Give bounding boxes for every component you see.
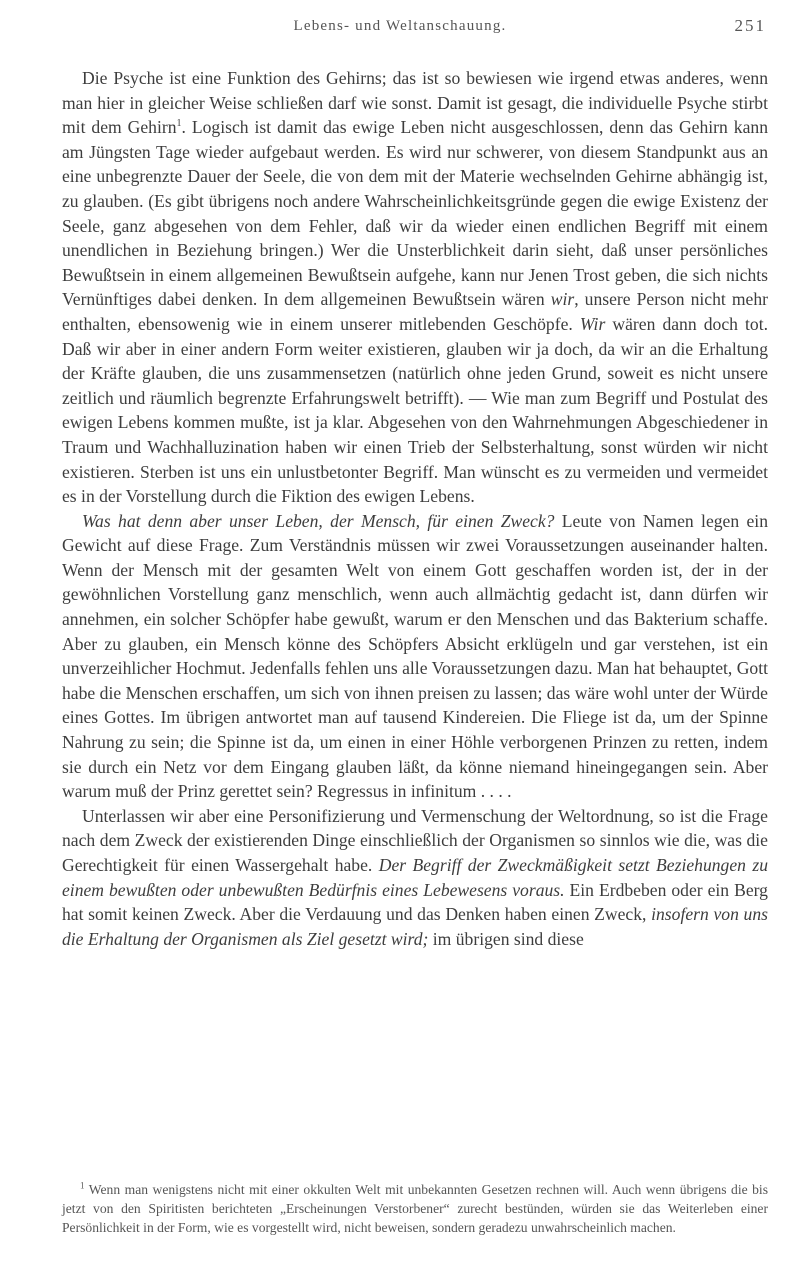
emphasis: Was hat denn aber unser Leben, der Mensch, für einen Zweck? bbox=[82, 510, 555, 531]
footnote-marker: 1 bbox=[80, 1180, 85, 1191]
text-run: im übrigen sind diese bbox=[428, 928, 584, 949]
running-head: Lebens- und Weltanschauung. bbox=[293, 18, 507, 34]
paragraph-3 bbox=[62, 804, 768, 952]
text-run: Die Psyche ist eine Funktion des Gehirns; das ist so bewiesen wie irgend etwas anderes, wenn man hier in gleicher Weise schließen darf wie sonst. Damit ist gesagt, die individuelle Psyche stirbt mit dem Gehirn bbox=[62, 68, 768, 138]
paragraph-1 bbox=[62, 66, 768, 509]
emphasis: Der Begriff der Zweckmäßigkeit setzt Beziehungen zu einem bewußten oder unbewußten Bedürfnis eines Lebewesens voraus. bbox=[62, 855, 768, 900]
footnotes bbox=[62, 1180, 768, 1238]
text-run: Leute von Namen legen ein Gewicht auf diese Frage. Zum Verständnis müssen wir zwei Voraussetzungen auseinander halten. Wenn der Mensch mit der gesamten Welt von einem Gott geschaffen worden ist, der in der gewöhnlichen Vorstellung ganz menschlich, wenn auch allmächtig gedacht ist, dann dürfen wir annehmen, ein solcher Schöpfer habe gewußt, warum er den Menschen und das Bakterium schaffe. Aber zu glauben, ein Mensch könne des Schöpfers Absicht erklügeln und gar verstehen, ist ein unverzeihlicher Hochmut. Jedenfalls fehlen uns alle Voraussetzungen dazu. Man hat behauptet, Gott habe die Menschen erschaffen, um sich von ihnen preisen zu lassen; das wäre wohl unter der Würde eines Gottes. Im übrigen antwortet man auf tausend Kindereien. Die Fliege ist da, um der Spinne Nahrung zu sein; die Spinne ist da, um einen in einer Höhle verborgenen Prinzen zu retten, indem sie durch ein Netz vor dem Eingang glauben läßt, da könne niemand hineingegangen sein. Aber warum muß der Prinz gerettet sein? Regressus in infinitum . . . . bbox=[62, 510, 768, 802]
body-text bbox=[62, 66, 768, 951]
emphasis: wir bbox=[550, 289, 575, 310]
text-run: wären dann doch tot. Daß wir aber in einer andern Form weiter existieren, glauben wir ja doch, da wir an die Erhaltung der Kräfte glauben, die uns zusammensetzen (natürlich ohne jeden Grund, soweit es nicht unsere zeitlich und räumlich begrenzte Erfahrungswelt betrifft). — Wie man zum Begriff und Postulat des ewigen Lebens kommen mußte, ist ja klar. Abgesehen von den Wahrnehmungen Abgeschiedener in Traum und Wachhalluzination haben wir einen Trieb der Selbsterhaltung, sonst würden wir nicht existieren. Sterben ist uns ein unlustbetonter Begriff. Man wünscht es zu vermeiden und vermeidet es in der Vorstellung durch die Fiktion des ewigen Lebens. bbox=[62, 313, 768, 507]
text-run: , unsere Person nicht mehr enthalten, ebensowenig wie in einem unserer mitlebenden Geschöpfe. bbox=[62, 289, 768, 334]
footnote-text: Wenn man wenigstens nicht mit einer okkulten Welt mit unbekannten Gesetzen rechnen will. Auch wenn übrigens die bis jetzt von den Spiritisten berichteten „Erscheinungen Verstorbener“ zurecht bestünden, würden sie das Weiterleben einer Persönlichkeit in der Form, wie es vorgestellt wird, nicht beweisen, sondern geradezu unwahrscheinlich machen. bbox=[62, 1182, 768, 1236]
emphasis: Wir bbox=[579, 313, 606, 334]
page-number: 251 bbox=[734, 16, 766, 35]
text-run: Unterlassen wir aber eine Personifizierung und Vermenschung der Weltordnung, so ist die Frage nach dem Zweck der existierenden Dinge einschließlich der Organismen so sinnlos wie die, was die Gerechtigkeit für einen Wassergehalt habe. bbox=[62, 805, 768, 875]
paragraph-2 bbox=[62, 509, 768, 804]
footnote-1 bbox=[62, 1180, 768, 1238]
footnote-ref[interactable]: 1 bbox=[176, 118, 182, 130]
text-run: Ein Erdbeben oder ein Berg hat somit keinen Zweck. Aber die Verdauung und das Denken haben einen Zweck, bbox=[62, 879, 768, 925]
text-run: . Logisch ist damit das ewige Leben nicht ausgeschlossen, denn das Gehirn kann am Jüngsten Tage wieder aufgebaut werden. Es wird nur schwerer, von diesem Standpunkt aus an eine unbegrenzte Dauer der Seele, die von dem mit der Materie wechselnden Gehirne abhängig ist, zu glauben. (Es gibt übrigens noch andere Wahrscheinlichkeitsgründe gegen die ewige Existenz der Seele, ganz abgesehen von dem Fehler, daß wir da wieder einen endlichen Begriff mit einem unendlichen in Beziehung bringen.) Wer die Unsterblichkeit darin sieht, daß unser persönliches Bewußtsein in einem allgemeinen Bewußtsein aufgehe, kann nur Jenen Trost geben, die sich nichts Vernünftiges dabei denken. In dem allgemeinen Bewußtsein wären bbox=[62, 117, 768, 310]
emphasis: insofern von uns die Erhaltung der Organismen als Ziel gesetzt wird; bbox=[62, 904, 768, 949]
